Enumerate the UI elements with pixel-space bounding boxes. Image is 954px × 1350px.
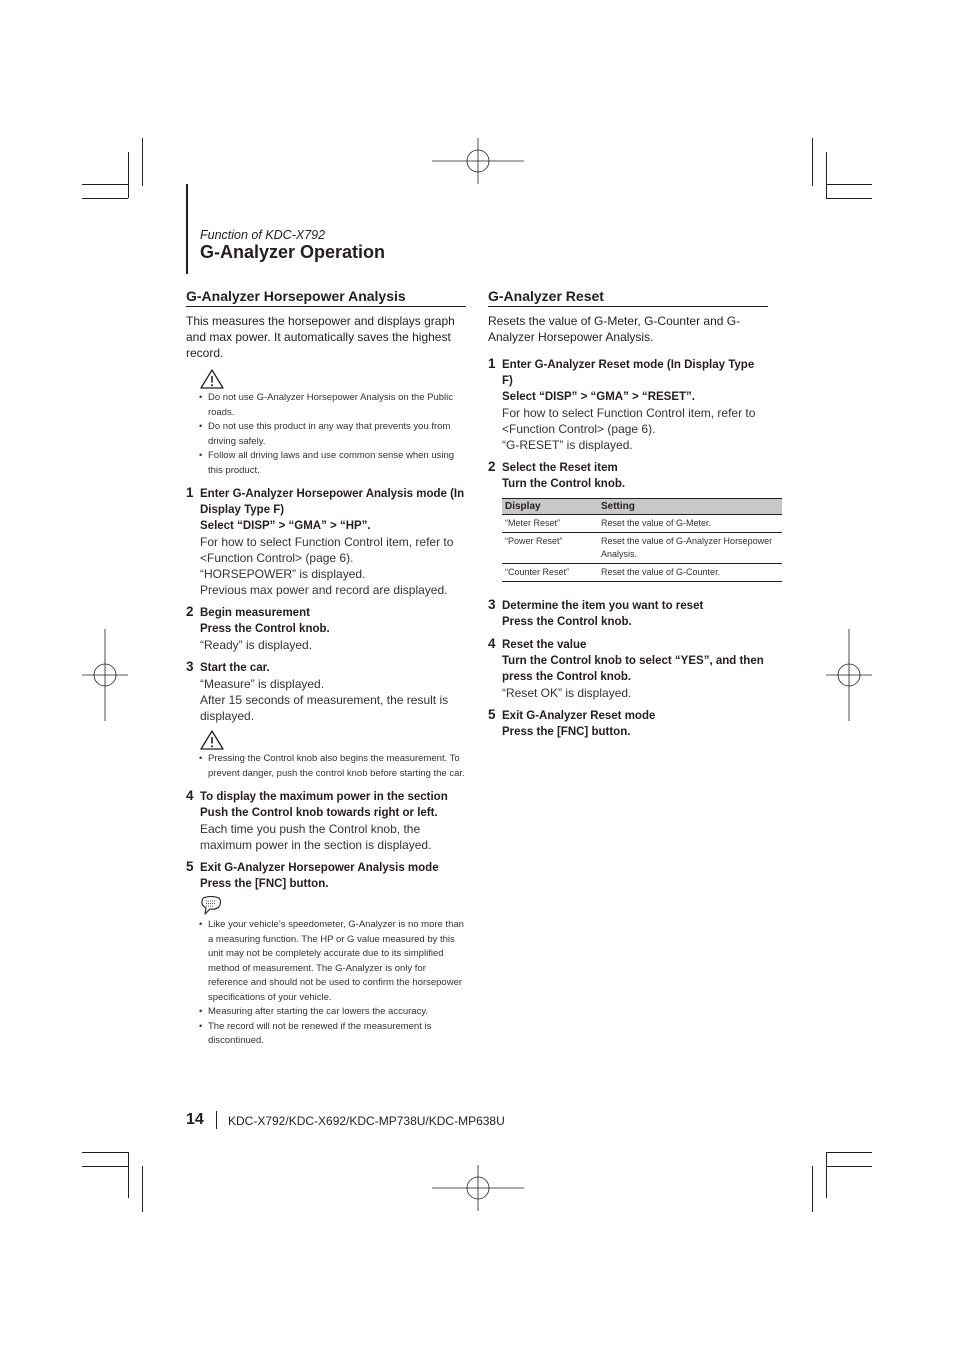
step-title: Determine the item you want to reset xyxy=(502,600,704,612)
step-title: Enter G-Analyzer Reset mode (In Display Type F) xyxy=(502,359,755,387)
reset-items-table xyxy=(502,498,782,582)
table-cell: Reset the value of G-Counter. xyxy=(598,564,782,582)
step-action: Press the [FNC] button. xyxy=(200,878,329,890)
step-3 xyxy=(488,598,768,630)
caution-item: • Do not use this product in any way that prevents you from driving safely. xyxy=(208,420,466,449)
step-action: Press the Control knob. xyxy=(502,616,632,628)
note-speech-icon xyxy=(200,896,222,916)
step-action: Press the [FNC] button. xyxy=(502,726,631,738)
step-title: Begin measurement xyxy=(200,607,310,619)
page-number: 14 xyxy=(186,1111,204,1128)
step-title: Start the car. xyxy=(200,662,270,674)
step-title: Enter G-Analyzer Horsepower Analysis mode (In Display Type F) xyxy=(200,488,465,516)
step-number: 2 xyxy=(488,459,496,474)
caution-triangle-icon xyxy=(200,730,224,750)
step-title: Reset the value xyxy=(502,639,587,651)
function-label: Function of KDC-X792 xyxy=(200,228,326,242)
step-number: 2 xyxy=(186,604,194,619)
step-text: “Ready” is displayed. xyxy=(200,638,313,652)
step-text: For how to select Function Control item, refer to <Function Control> (page 6). xyxy=(502,406,756,436)
crop-mark xyxy=(826,198,872,199)
crop-mark xyxy=(142,1166,143,1212)
step-3 xyxy=(186,660,466,724)
caution-item: • Pressing the Control knob also begins the measurement. To prevent danger, push the control knob before starting the car. xyxy=(208,752,466,781)
crop-mark xyxy=(142,138,143,186)
step-number: 4 xyxy=(488,636,496,651)
step-5 xyxy=(488,708,768,740)
notes-list xyxy=(186,918,466,1049)
section-title: G-Analyzer Horsepower Analysis xyxy=(186,288,466,307)
step-2 xyxy=(488,460,768,492)
caution-triangle-icon xyxy=(200,369,224,389)
step-title: To display the maximum power in the section xyxy=(200,791,448,803)
section-title: G-Analyzer Reset xyxy=(488,288,768,307)
step-text: After 15 seconds of measurement, the result is displayed. xyxy=(200,693,449,723)
model-list: KDC-X792/KDC-X692/KDC-MP738U/KDC-MP638U xyxy=(228,1114,505,1128)
crop-mark xyxy=(82,198,128,199)
footer-divider xyxy=(216,1111,217,1129)
step-1 xyxy=(186,486,466,598)
step-text: For how to select Function Control item, refer to <Function Control> (page 6). xyxy=(200,535,454,565)
table-cell: Reset the value of G-Analyzer Horsepower Analysis. xyxy=(598,533,782,564)
step-text: “HORSEPOWER” is displayed. xyxy=(200,567,366,581)
header-rule xyxy=(186,184,188,274)
crop-mark xyxy=(812,1166,813,1212)
crop-mark xyxy=(826,152,827,198)
caution-list xyxy=(186,391,466,478)
step-action: Turn the Control knob. xyxy=(502,478,626,490)
step-number: 1 xyxy=(186,485,194,500)
table-row xyxy=(502,533,782,564)
crop-mark xyxy=(826,1152,827,1198)
crop-mark xyxy=(812,138,813,186)
table-header-row xyxy=(502,499,782,515)
note-item: • Like your vehicle’s speedometer, G-Analyzer is no more than a measuring function. The HP or G value measured by this unit may not be completely accurate due to its simplified method of measurement. The G-Analyzer is only for reference and should not be used to confirm the horsepower specifications of your vehicle. xyxy=(208,918,466,1005)
page-title: G-Analyzer Operation xyxy=(200,242,386,262)
table-cell: “Counter Reset” xyxy=(502,564,598,582)
registration-mark-icon xyxy=(432,138,524,184)
crop-mark xyxy=(826,1166,872,1167)
step-text: “G-RESET” is displayed. xyxy=(502,438,633,452)
step-number: 5 xyxy=(488,707,496,722)
crop-mark xyxy=(826,184,872,185)
step-title: Select the Reset item xyxy=(502,462,618,474)
section-intro: Resets the value of G-Meter, G-Counter and G-Analyzer Horsepower Analysis. xyxy=(488,314,741,344)
crop-mark xyxy=(128,1152,129,1198)
table-cell: “Power Reset” xyxy=(502,533,598,564)
registration-mark-icon xyxy=(826,629,872,721)
column-header: Display xyxy=(502,499,598,515)
table-cell: “Meter Reset” xyxy=(502,515,598,533)
step-4 xyxy=(186,789,466,853)
note-item: • Measuring after starting the car lowers the accuracy. xyxy=(208,1005,466,1020)
step-title: Exit G-Analyzer Reset mode xyxy=(502,710,656,722)
step-number: 1 xyxy=(488,356,496,371)
step-4 xyxy=(488,637,768,701)
table-cell: Reset the value of G-Meter. xyxy=(598,515,782,533)
column-header: Setting xyxy=(598,499,782,515)
step-text: Previous max power and record are displayed. xyxy=(200,583,448,597)
step-1 xyxy=(488,357,768,453)
step-action: Select “DISP” > “GMA” > “RESET”. xyxy=(502,391,695,403)
crop-mark xyxy=(82,1152,128,1153)
crop-mark xyxy=(82,1166,128,1167)
crop-mark xyxy=(128,152,129,198)
reset-section xyxy=(488,288,773,747)
step-number: 5 xyxy=(186,859,194,874)
registration-mark-icon xyxy=(432,1165,524,1211)
step-number: 3 xyxy=(488,597,496,612)
step-text: Each time you push the Control knob, the maximum power in the section is displayed. xyxy=(200,822,432,852)
note-item: • The record will not be renewed if the measurement is discontinued. xyxy=(208,1020,466,1049)
step-number: 3 xyxy=(186,659,194,674)
caution-item: • Follow all driving laws and use common sense when using this product. xyxy=(208,449,466,478)
step-action: Select “DISP” > “GMA” > “HP”. xyxy=(200,520,371,532)
step-title: Exit G-Analyzer Horsepower Analysis mode xyxy=(200,862,439,874)
caution-item: • Do not use G-Analyzer Horsepower Analysis on the Public roads. xyxy=(208,391,466,420)
step-5 xyxy=(186,860,466,892)
section-intro: This measures the horsepower and displays graph and max power. It automatically saves the highest record. xyxy=(186,314,455,360)
step-action: Press the Control knob. xyxy=(200,623,330,635)
registration-mark-icon xyxy=(82,629,128,721)
step-number: 4 xyxy=(186,788,194,803)
step-2 xyxy=(186,605,466,653)
step-action: Push the Control knob towards right or left. xyxy=(200,807,438,819)
horsepower-analysis-section xyxy=(186,288,466,1057)
caution-list xyxy=(186,752,466,781)
crop-mark xyxy=(826,1152,872,1153)
table-row xyxy=(502,564,782,582)
table-row xyxy=(502,515,782,533)
step-text: “Reset OK” is displayed. xyxy=(502,686,632,700)
crop-mark xyxy=(82,184,128,185)
step-text: “Measure” is displayed. xyxy=(200,677,325,691)
step-action: Turn the Control knob to select “YES”, and then press the Control knob. xyxy=(502,655,764,683)
